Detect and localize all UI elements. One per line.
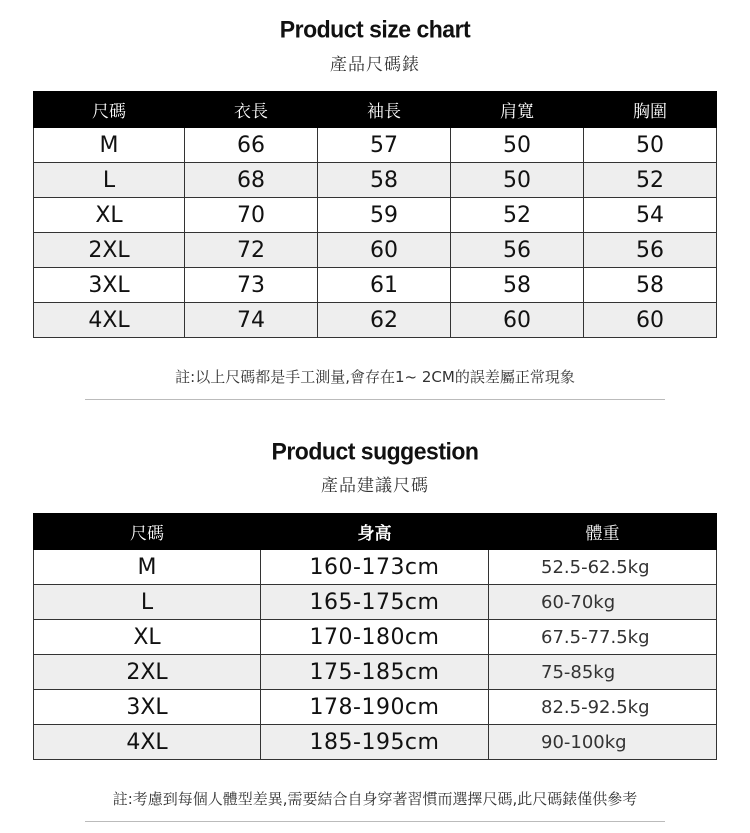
size-chart-subtitle: 產品尺碼錶 [330, 55, 420, 75]
table-row [34, 585, 717, 620]
table-cell: XL [34, 198, 185, 233]
table-row [34, 550, 717, 585]
table-row [34, 690, 717, 725]
table-cell: 60 [584, 303, 717, 338]
table-cell: 75-85kg [489, 655, 717, 690]
table-cell: 56 [451, 233, 584, 268]
header-sleeve: 袖長 [318, 92, 451, 128]
size-suggestion-table [33, 513, 717, 760]
divider [85, 821, 665, 822]
table-cell: 50 [451, 128, 584, 163]
header-weight: 體重 [489, 514, 717, 550]
table-cell: 82.5-92.5kg [489, 690, 717, 725]
table-cell: 160-173cm [261, 550, 489, 585]
table-cell: 90-100kg [489, 725, 717, 760]
table-cell: 50 [451, 163, 584, 198]
table-cell: 59 [318, 198, 451, 233]
table-cell: L [34, 585, 261, 620]
suggestion-subtitle: 產品建議尺碼 [321, 476, 429, 496]
table-cell: 52 [451, 198, 584, 233]
table-cell: 3XL [34, 268, 185, 303]
table-cell: 165-175cm [261, 585, 489, 620]
table-cell: 74 [185, 303, 318, 338]
table-cell: 61 [318, 268, 451, 303]
table-cell: 60 [451, 303, 584, 338]
table-cell: 54 [584, 198, 717, 233]
table-row [34, 303, 717, 338]
table-cell: M [34, 550, 261, 585]
table-cell: 57 [318, 128, 451, 163]
table-row [34, 268, 717, 303]
table-cell: 67.5-77.5kg [489, 620, 717, 655]
table-row [34, 198, 717, 233]
table-row [34, 655, 717, 690]
header-length: 衣長 [185, 92, 318, 128]
size-chart-table [33, 91, 717, 338]
table-cell: XL [34, 620, 261, 655]
table-cell: 175-185cm [261, 655, 489, 690]
table-cell: L [34, 163, 185, 198]
table-cell: 72 [185, 233, 318, 268]
table-cell: 58 [451, 268, 584, 303]
table-cell: 2XL [34, 655, 261, 690]
table-cell: 4XL [34, 725, 261, 760]
table-cell: 3XL [34, 690, 261, 725]
table-cell: 4XL [34, 303, 185, 338]
table-cell: 52.5-62.5kg [489, 550, 717, 585]
table-cell: 56 [584, 233, 717, 268]
table-cell: 50 [584, 128, 717, 163]
table-row [34, 128, 717, 163]
suggestion-header-row [34, 514, 717, 550]
header-height: 身高 [261, 514, 489, 550]
header-size: 尺碼 [34, 92, 185, 128]
table-cell: 185-195cm [261, 725, 489, 760]
size-chart-note: 註:以上尺碼都是手工測量,會存在1~ 2CM的誤差屬正常現象 [175, 368, 575, 386]
table-row [34, 725, 717, 760]
table-row [34, 233, 717, 268]
suggestion-title: Product suggestion [271, 437, 479, 465]
table-row [34, 620, 717, 655]
table-cell: 60-70kg [489, 585, 717, 620]
divider [85, 399, 665, 400]
table-cell: 58 [584, 268, 717, 303]
table-cell: 70 [185, 198, 318, 233]
table-cell: 58 [318, 163, 451, 198]
table-cell: M [34, 128, 185, 163]
table-cell: 52 [584, 163, 717, 198]
table-cell: 68 [185, 163, 318, 198]
size-chart-header-row [34, 92, 717, 128]
table-cell: 178-190cm [261, 690, 489, 725]
table-cell: 170-180cm [261, 620, 489, 655]
table-cell: 66 [185, 128, 318, 163]
header-size: 尺碼 [34, 514, 261, 550]
header-shoulder: 肩寬 [451, 92, 584, 128]
suggestion-note: 註:考慮到每個人體型差異,需要結合自身穿著習慣而選擇尺碼,此尺碼錶僅供參考 [112, 790, 638, 808]
table-row [34, 163, 717, 198]
header-chest: 胸圍 [584, 92, 717, 128]
table-cell: 73 [185, 268, 318, 303]
size-chart-title: Product size chart [279, 15, 471, 43]
table-cell: 2XL [34, 233, 185, 268]
table-cell: 62 [318, 303, 451, 338]
table-cell: 60 [318, 233, 451, 268]
